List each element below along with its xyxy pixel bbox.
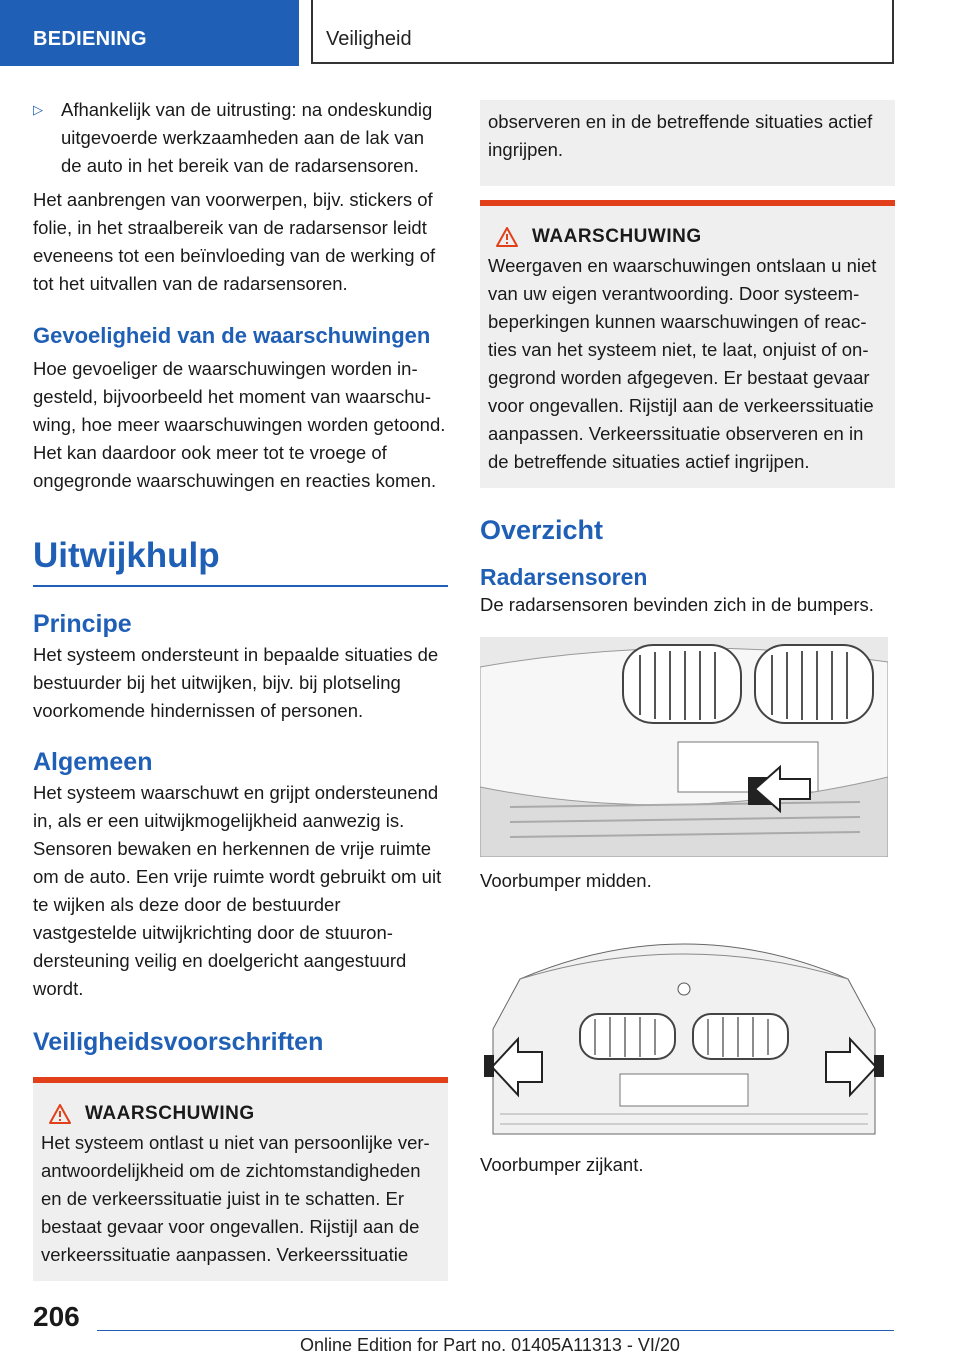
page-number: 206 bbox=[33, 1301, 80, 1332]
section-heading-uitwijkhulp: Uitwijkhulp bbox=[33, 535, 448, 587]
paragraph: De radarsensoren bevinden zich in de bumpers. bbox=[480, 594, 874, 615]
warning-box bbox=[480, 200, 895, 488]
subheading-general: Algemeen bbox=[33, 748, 153, 776]
paragraph: Het systeem waarschuwt en grijpt ondersteunend in, als er een uitwijkmogelijkheid aanwezig is. Sensoren bewaken en herkennen de vrije ruimte om de auto. Een vrije ruimte wordt gebruikt om uit te wijken als deze door de bestuurder vastgestelde uitwijkrichting door de stuurondersteuning veilig en doelgericht aangestuurd wordt. bbox=[33, 782, 442, 999]
footer-divider bbox=[97, 1330, 894, 1331]
subheading-principle: Principe bbox=[33, 610, 132, 638]
footer-edition: Online Edition for Part no. 01405A11313 - VI/20 bbox=[300, 1335, 680, 1355]
right-column bbox=[480, 100, 895, 1179]
warning-text: Het systeem ontlast u niet van persoonlijke verantwoordelijkheid om de zichtomstandigheden en de verkeerssituatie juist in te schatten. Er bestaat gevaar voor ongevallen. Rijstijl aan de verkeerssituatie aanpassen. Verkeerssituatie bbox=[41, 1132, 430, 1265]
paragraph: Hoe gevoeliger de waarschuwingen worden ingesteld, bijvoorbeeld het moment van waarschuwing, hoe meer waarschuwingen worden getoond. Het kan daardoor ook meer tot te vroege of ongegronde waarschuwingen en reacties komen. bbox=[33, 358, 446, 491]
subheading-sensitivity: Gevoeligheid van de waarschuwingen bbox=[33, 323, 431, 348]
warning-title: WAARSCHUWING bbox=[41, 1103, 440, 1125]
chapter-header bbox=[311, 0, 894, 64]
bullet-item: ▷ Afhankelijk van de uitrusting: na ondeskundig uitgevoerde werkzaamheden aan de lak van de auto in het bereik van de radarsensoren. bbox=[33, 96, 448, 180]
front-bumper-side-image bbox=[480, 919, 888, 1141]
warning-box-continued bbox=[480, 100, 895, 186]
warning-title: WAARSCHUWING bbox=[488, 226, 887, 248]
paragraph: Het systeem ondersteunt in bepaalde situaties de bestuurder bij het uitwijken, bijv. bij plotseling voorkomende hindernissen of personen. bbox=[33, 644, 439, 721]
front-bumper-center-image bbox=[480, 637, 888, 857]
warning-text: Weergaven en waarschuwingen ontslaan u niet van uw eigen verantwoording. Door systeembeperkingen kunnen waarschuwingen of reacties van het systeem niet, te laat, onjuist of ongegrond worden afgegeven. Er bestaat gevaar voor ongevallen. Rijstijl aan de verkeerssituatie aanpassen. Verkeerssituatie observeren en in de betreffende situaties actief ingrijpen. bbox=[488, 255, 877, 472]
subheading-radar: Radarsensoren bbox=[480, 564, 648, 590]
subheading-safety: Veiligheidsvoorschriften bbox=[33, 1028, 324, 1056]
warning-triangle-icon bbox=[496, 227, 518, 247]
chapter-title: Veiligheid bbox=[326, 28, 412, 50]
triangle-bullet-icon: ▷ bbox=[33, 102, 43, 117]
warning-text: observeren en in de betreffende situaties actief ingrijpen. bbox=[488, 111, 873, 160]
warning-box bbox=[33, 1077, 448, 1281]
warning-triangle-icon bbox=[49, 1104, 71, 1124]
figure-caption: Voorbumper midden. bbox=[480, 870, 652, 891]
section-heading-overview: Overzicht bbox=[480, 515, 604, 545]
left-column bbox=[33, 96, 448, 1281]
paragraph: Het aanbrengen van voorwerpen, bijv. stickers of folie, in het straalbereik van de radarsensor leidt eveneens tot een beïnvloeding van de werking of tot het uitvallen van de radarsensoren. bbox=[33, 189, 436, 294]
figure-caption: Voorbumper zijkant. bbox=[480, 1154, 644, 1175]
section-title: BEDIENING bbox=[33, 28, 147, 50]
section-tab bbox=[0, 0, 299, 66]
